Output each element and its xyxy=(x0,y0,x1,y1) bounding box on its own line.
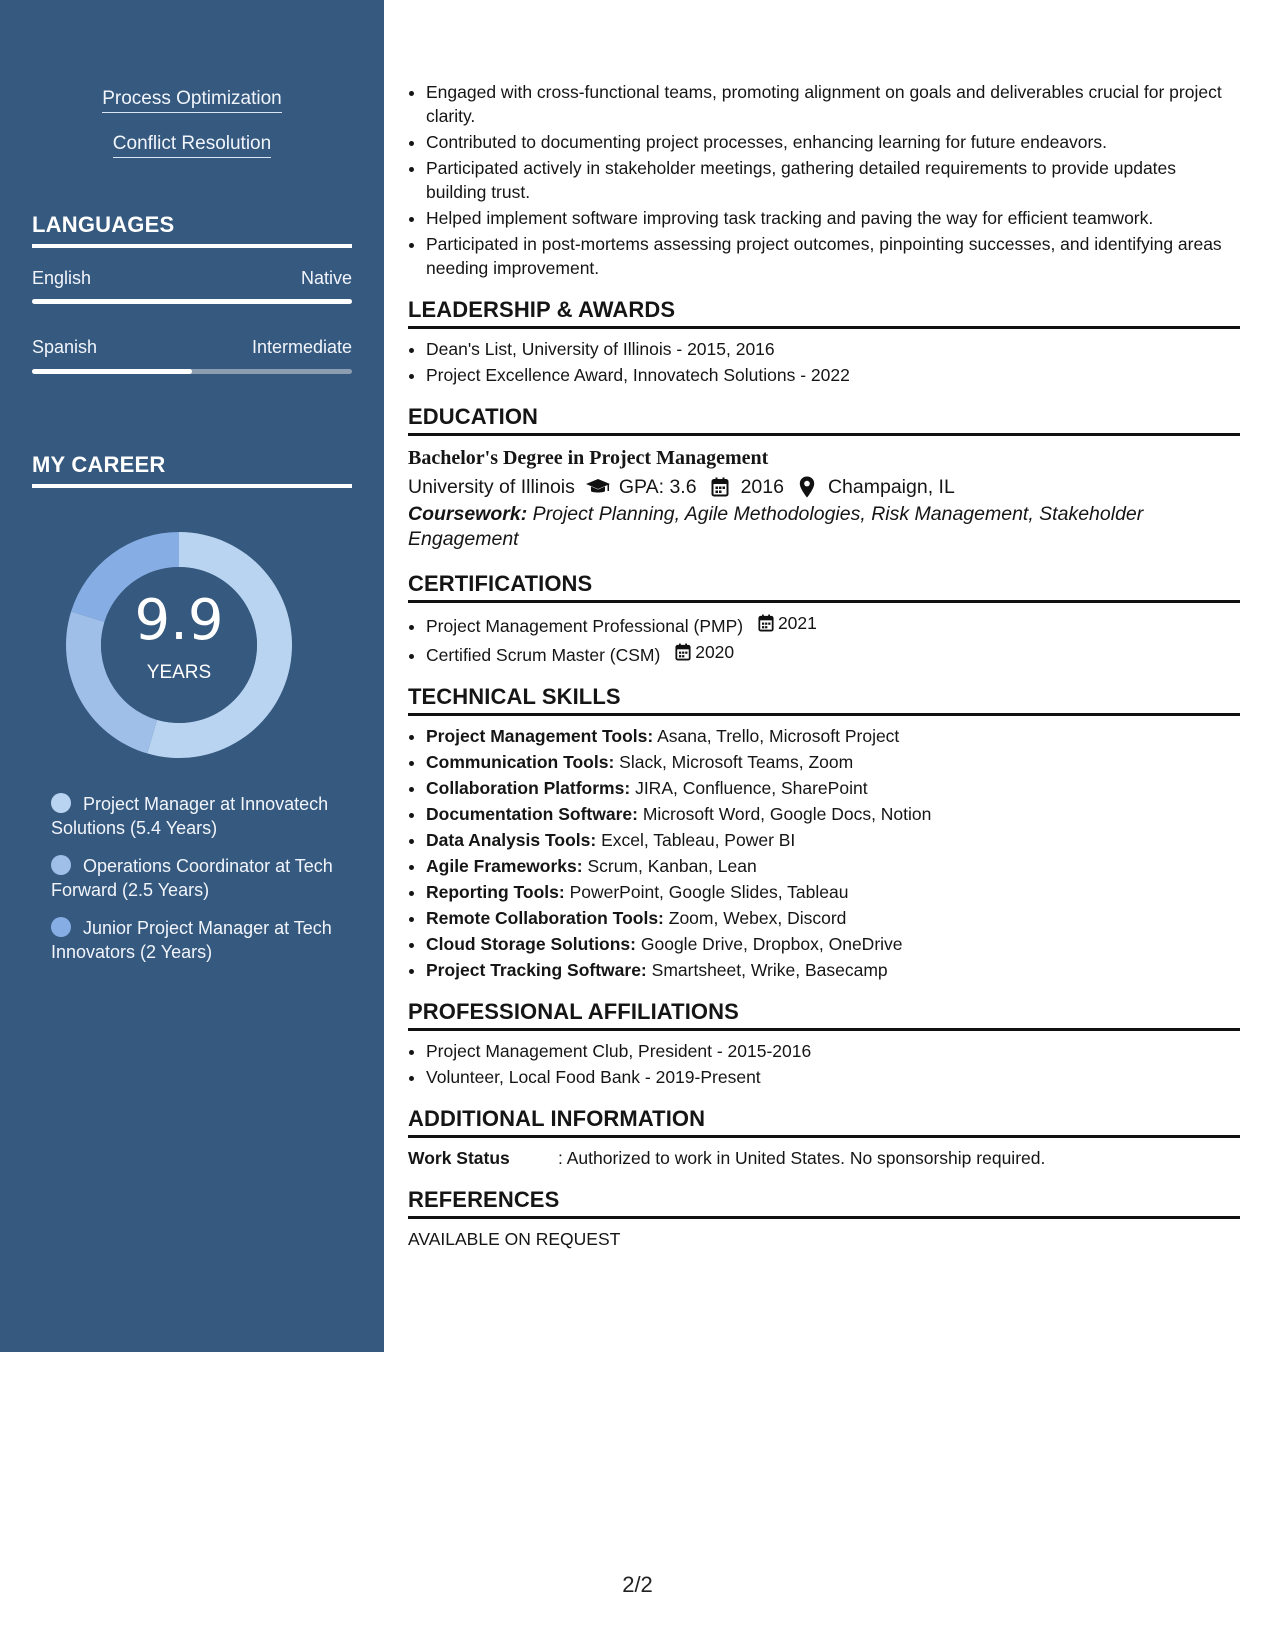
certification-name: Project Management Professional (PMP) xyxy=(426,616,744,636)
page-number: 2/2 xyxy=(622,1572,653,1597)
language-bar-fill xyxy=(32,369,192,374)
language-row xyxy=(32,268,352,289)
graduation-year: 2016 xyxy=(740,476,784,498)
skill-tag: Process Optimization xyxy=(0,88,384,110)
certification-year: 2021 xyxy=(777,613,817,633)
coursework-label: Coursework: xyxy=(408,503,528,525)
leadership-list xyxy=(408,337,1240,387)
list-item: • Participated in post-mortems assessing project outcomes, pinpointing successes, and identifying areas needing improvement. xyxy=(426,232,1240,280)
list-item: • Cloud Storage Solutions: Google Drive, Dropbox, OneDrive xyxy=(426,932,1240,956)
section-heading-education: EDUCATION xyxy=(408,405,1240,436)
career-heading: MY CAREER xyxy=(32,452,352,488)
section-heading-technical-skills: TECHNICAL SKILLS xyxy=(408,685,1240,716)
career-total-unit: YEARS xyxy=(146,662,212,683)
legend-dot xyxy=(51,793,71,813)
coursework xyxy=(408,502,1240,552)
list-item: • Helped implement software improving task tracking and paving the way for efficient teamwork. xyxy=(426,206,1240,230)
sidebar xyxy=(0,0,384,1352)
graduation-cap-icon xyxy=(585,476,611,498)
work-status-label: Work Status xyxy=(408,1148,510,1168)
legend-dot xyxy=(51,855,71,875)
list-item: • Documentation Software: Microsoft Word, Google Docs, Notion xyxy=(426,802,1240,826)
list-item: • Remote Collaboration Tools: Zoom, Webex, Discord xyxy=(426,906,1240,930)
list-item xyxy=(426,611,1240,638)
affiliations-list xyxy=(408,1039,1240,1089)
school-name: University of Illinois xyxy=(408,476,575,498)
section-heading-references: REFERENCES xyxy=(408,1188,1240,1219)
list-item: • Dean's List, University of Illinois - 2015, 2016 xyxy=(426,337,1240,361)
list-item: • Reporting Tools: PowerPoint, Google Slides, Tableau xyxy=(426,880,1240,904)
calendar-icon xyxy=(707,476,733,498)
career-item: Project Manager at Innovatech Solutions (5.4 Years) xyxy=(51,794,329,838)
career-item: Operations Coordinator at Tech Forward (2.5 Years) xyxy=(51,856,333,900)
section-heading-certifications: CERTIFICATIONS xyxy=(408,572,1240,603)
career-item: Junior Project Manager at Tech Innovators (2 Years) xyxy=(51,918,332,962)
technical-skills-list xyxy=(408,724,1240,982)
list-item: • Agile Frameworks: Scrum, Kanban, Lean xyxy=(426,854,1240,878)
calendar-icon xyxy=(758,614,774,632)
skill-tag: Conflict Resolution xyxy=(0,133,384,155)
coursework-list: Project Planning, Agile Methodologies, Risk Management, Stakeholder Engagement xyxy=(408,503,1144,550)
list-item: • Project Excellence Award, Innovatech Solutions - 2022 xyxy=(426,363,1240,387)
list-item xyxy=(426,640,1240,667)
work-status-value: : Authorized to work in United States. No sponsorship required. xyxy=(558,1148,1046,1168)
location-pin-icon xyxy=(794,476,820,498)
list-item: • Project Tracking Software: Smartsheet, Wrike, Basecamp xyxy=(426,958,1240,982)
main-content xyxy=(408,80,1240,1251)
degree-title: Bachelor's Degree in Project Management xyxy=(408,447,769,469)
section-heading-affiliations: PROFESSIONAL AFFILIATIONS xyxy=(408,1000,1240,1031)
certification-name: Certified Scrum Master (CSM) xyxy=(426,645,661,665)
language-bar-fill xyxy=(32,299,352,304)
language-level: Intermediate xyxy=(251,337,352,357)
section-heading-leadership: LEADERSHIP & AWARDS xyxy=(408,298,1240,329)
list-item: • Contributed to documenting project processes, enhancing learning for future endeavors. xyxy=(426,130,1240,154)
section-heading-additional-information: ADDITIONAL INFORMATION xyxy=(408,1107,1240,1138)
language-name: English xyxy=(32,268,92,288)
gpa: GPA: 3.6 xyxy=(618,476,697,498)
list-item: • Data Analysis Tools: Excel, Tableau, Power BI xyxy=(426,828,1240,852)
career-total-value: 9.9 xyxy=(134,588,224,653)
list-item: • Engaged with cross-functional teams, promoting alignment on goals and deliverables crucial for project clarity. xyxy=(426,80,1240,128)
list-item: • Communication Tools: Slack, Microsoft Teams, Zoom xyxy=(426,750,1240,774)
legend-dot xyxy=(51,917,71,937)
language-bar xyxy=(32,369,352,374)
list-item: • Volunteer, Local Food Bank - 2019-Present xyxy=(426,1065,1240,1089)
language-row xyxy=(32,337,352,358)
education-meta xyxy=(408,472,1240,502)
experience-list xyxy=(408,80,1240,280)
list-item: • Participated actively in stakeholder meetings, gathering detailed requirements to provide updates building trust. xyxy=(426,156,1240,204)
list-item: • Project Management Tools: Asana, Trello, Microsoft Project xyxy=(426,724,1240,748)
language-level: Native xyxy=(300,268,352,288)
work-status-row xyxy=(408,1146,1240,1170)
list-item: • Project Management Club, President - 2015-2016 xyxy=(426,1039,1240,1063)
references-text: AVAILABLE ON REQUEST xyxy=(408,1229,621,1249)
calendar-icon xyxy=(675,643,691,661)
certifications-list xyxy=(408,611,1240,667)
certification-year: 2020 xyxy=(695,642,735,662)
location: Champaign, IL xyxy=(827,476,955,498)
career-total xyxy=(66,532,292,758)
language-name: Spanish xyxy=(32,337,98,357)
language-bar xyxy=(32,299,352,304)
languages-heading: LANGUAGES xyxy=(32,212,352,248)
list-item: • Collaboration Platforms: JIRA, Confluence, SharePoint xyxy=(426,776,1240,800)
